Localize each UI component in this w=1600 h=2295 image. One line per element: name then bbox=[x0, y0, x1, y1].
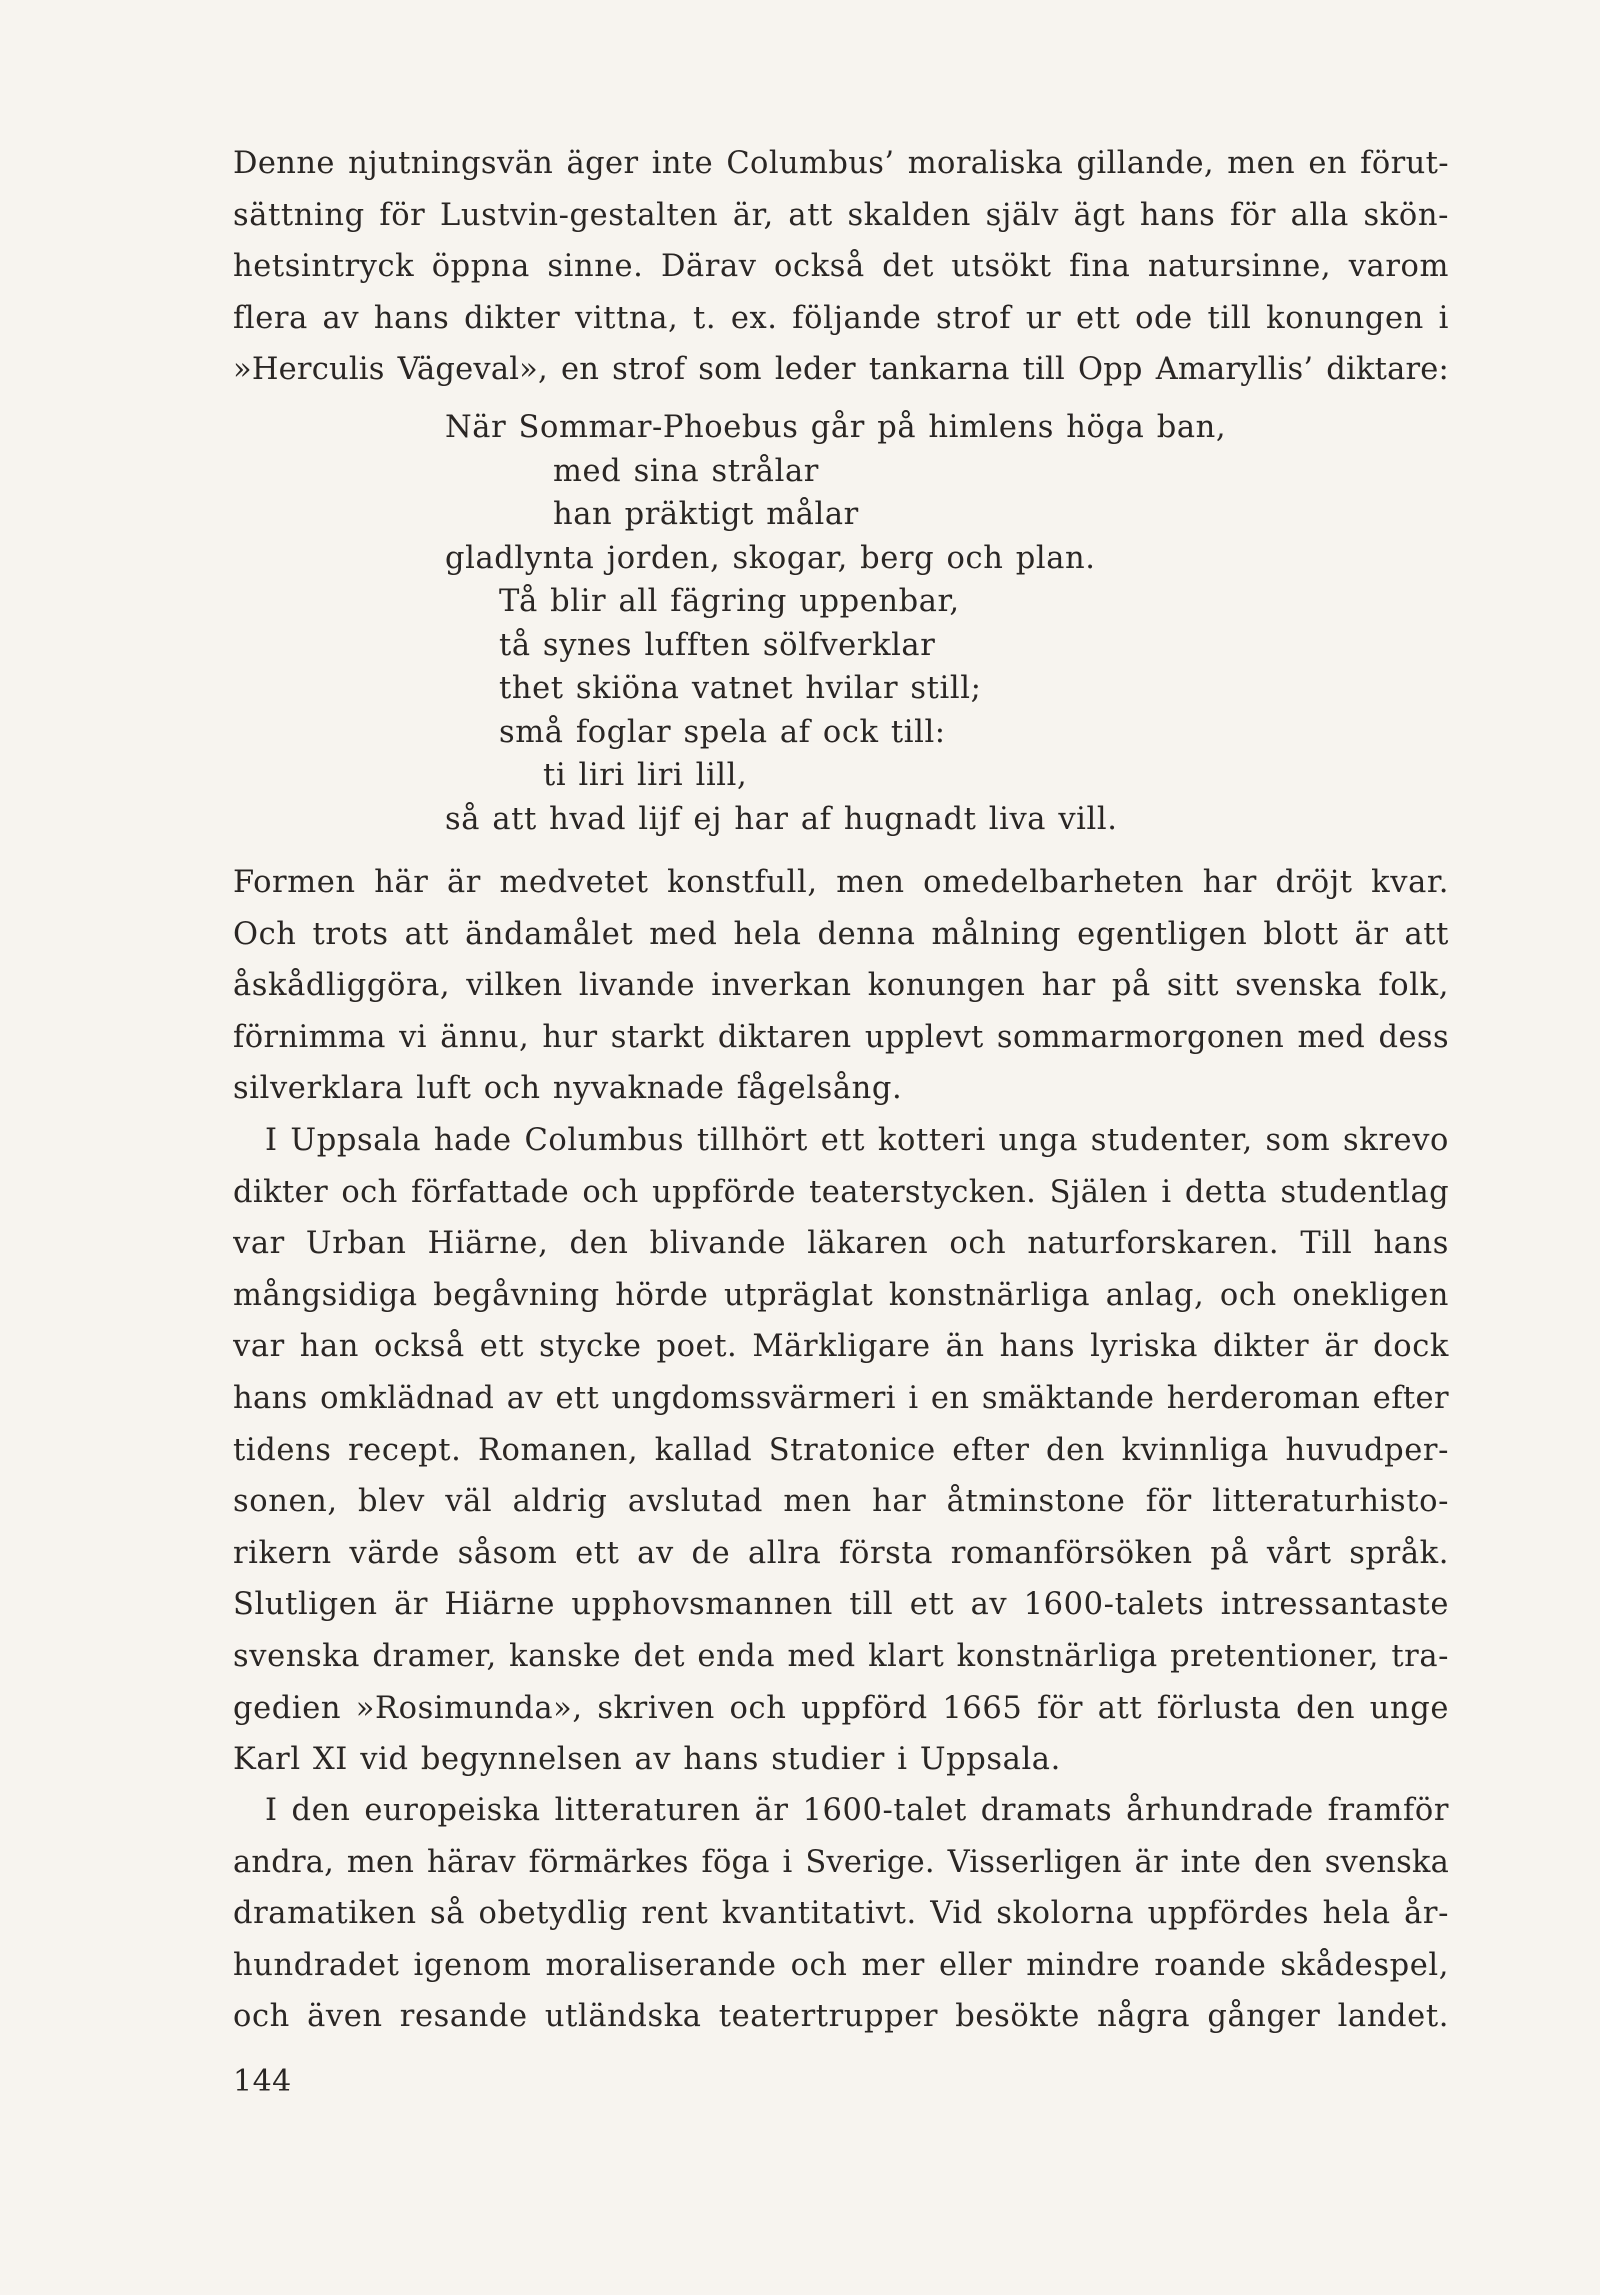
poem-line: med sina strålar bbox=[553, 453, 819, 489]
poem-line: tå synes lufften sölfverklar bbox=[499, 627, 936, 663]
text-line: var Urban Hiärne, den blivande läkaren och naturforskaren. Till hans bbox=[233, 1226, 1449, 1262]
text-line: svenska dramer, kanske det enda med klart konstnärliga pretentioner, tra- bbox=[233, 1638, 1449, 1674]
paragraph-1 bbox=[233, 138, 1449, 396]
paragraph-3 bbox=[233, 1115, 1449, 1786]
text-line: Formen här är medvetet konstfull, men omedelbarheten har dröjt kvar. bbox=[233, 865, 1449, 900]
text-line: mångsidiga begåvning hörde utpräglat konstnärliga anlag, och onekligen bbox=[233, 1277, 1449, 1313]
text-line: hundradet igenom moraliserande och mer eller mindre roande skådespel, bbox=[233, 1947, 1449, 1983]
paragraph-4 bbox=[233, 1785, 1449, 2043]
text-line: Karl XI vid begynnelsen av hans studier i Uppsala. bbox=[233, 1742, 1061, 1778]
poem-line: ti liri liri lill, bbox=[543, 758, 748, 793]
text-line: andra, men härav förmärkes föga i Sverige. Visserligen är inte den svenska bbox=[233, 1844, 1449, 1880]
text-line: gedien »Rosimunda», skriven och uppförd 1665 för att förlusta den unge bbox=[233, 1690, 1449, 1726]
poem-line: När Sommar-Phoebus går på himlens höga ban, bbox=[445, 410, 1227, 445]
text-line: Slutligen är Hiärne upphovsmannen till ett av 1600-talets intressantaste bbox=[233, 1587, 1449, 1623]
text-line: tidens recept. Romanen, kallad Stratonice efter den kvinnliga huvudper- bbox=[233, 1432, 1449, 1468]
poem-line: thet skiöna vatnet hvilar still; bbox=[499, 671, 982, 706]
paragraph-2 bbox=[233, 857, 1449, 1115]
poem-line: små foglar spela af ock till: bbox=[499, 714, 946, 750]
text-line: silverklara luft och nyvaknade fågelsång. bbox=[233, 1071, 903, 1107]
text-line: hetsintryck öppna sinne. Därav också det utsökt fina natursinne, varom bbox=[233, 249, 1449, 285]
text-line: åskådliggöra, vilken livande inverkan konungen har på sitt svenska folk, bbox=[233, 968, 1449, 1004]
page-number: 144 bbox=[233, 2064, 292, 2099]
poem-line: han präktigt målar bbox=[553, 497, 859, 532]
poem-stanza bbox=[445, 406, 1226, 841]
text-line: var han också ett stycke poet. Märkligare än hans lyriska dikter är dock bbox=[233, 1329, 1449, 1365]
text-line: Och trots att ändamålet med hela denna målning egentligen blott är att bbox=[233, 916, 1449, 952]
text-line: dramatiken så obetydlig rent kvantitativt. Vid skolorna uppfördes hela år- bbox=[233, 1896, 1449, 1932]
poem-line: gladlynta jorden, skogar, berg och plan. bbox=[445, 540, 1096, 576]
text-line: sonen, blev väl aldrig avslutad men har åtminstone för litteraturhisto- bbox=[233, 1484, 1449, 1520]
text-line: dikter och författade och uppförde teaterstycken. Själen i detta studentlag bbox=[233, 1174, 1449, 1210]
text-line: och även resande utländska teatertrupper besökte några gånger landet. bbox=[233, 1999, 1449, 2035]
text-line: rikern värde såsom ett av de allra första romanförsöken på vårt språk. bbox=[233, 1535, 1449, 1571]
poem-line: så att hvad lijf ej har af hugnadt liva vill. bbox=[445, 801, 1118, 837]
text-line: sättning för Lustvin-gestalten är, att skalden själv ägt hans för alla skön- bbox=[233, 197, 1449, 233]
text-line: I Uppsala hade Columbus tillhört ett kotteri unga studenter, som skrevo bbox=[265, 1123, 1449, 1158]
text-line: »Herculis Vägeval», en strof som leder tankarna till Opp Amaryllis’ diktare: bbox=[233, 352, 1449, 388]
poem-line: Tå blir all fägring uppenbar, bbox=[499, 584, 960, 619]
text-line: Denne njutningsvän äger inte Columbus’ moraliska gillande, men en förut- bbox=[233, 146, 1449, 181]
text-line: I den europeiska litteraturen är 1600-talet dramats århundrade framför bbox=[265, 1793, 1449, 1828]
text-line: hans omklädnad av ett ungdomssvärmeri i en smäktande herderoman efter bbox=[233, 1380, 1449, 1416]
text-line: förnimma vi ännu, hur starkt diktaren upplevt sommarmorgonen med dess bbox=[233, 1019, 1449, 1055]
text-line: flera av hans dikter vittna, t. ex. följande strof ur ett ode till konungen i bbox=[233, 300, 1449, 336]
